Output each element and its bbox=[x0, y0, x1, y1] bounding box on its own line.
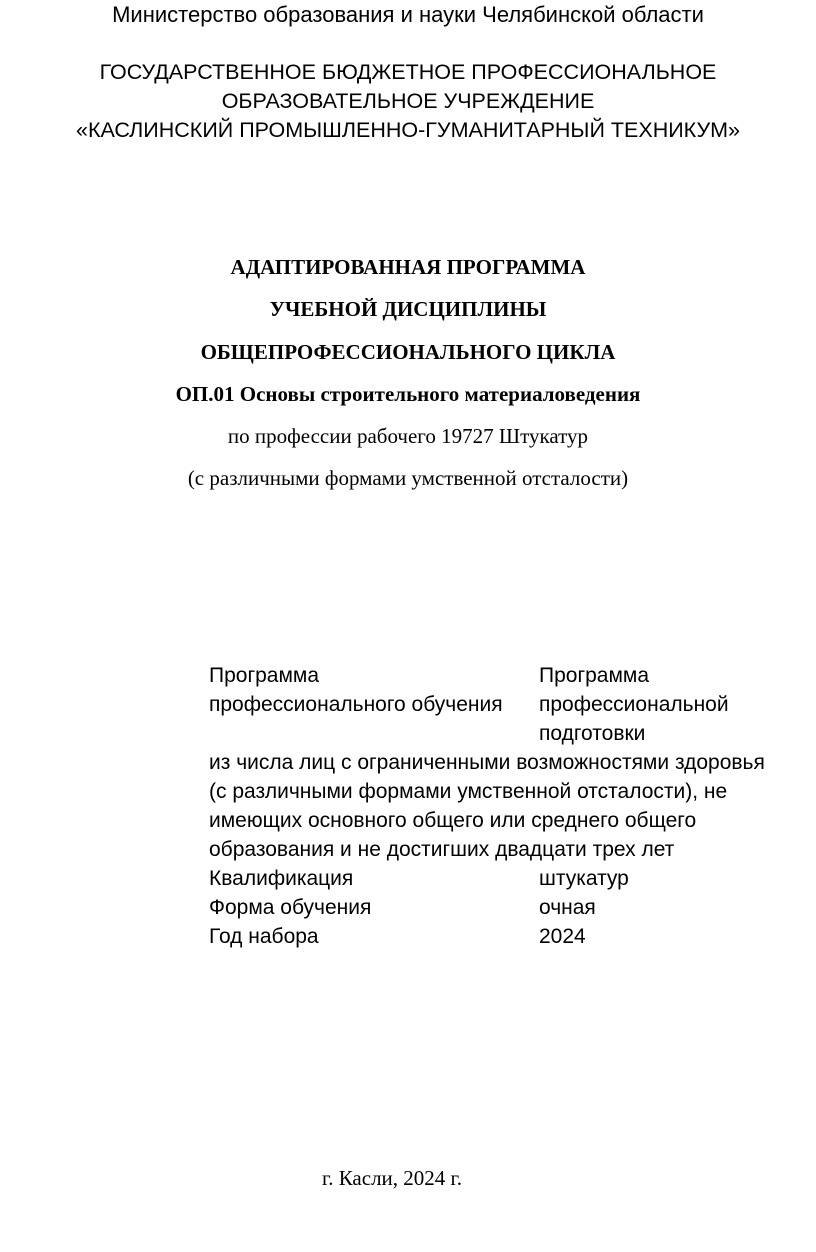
title-line-1: АДАПТИРОВАННАЯ ПРОГРАММА bbox=[230, 255, 586, 279]
profession-line: по профессии рабочего 19727 Штукатур bbox=[227, 424, 589, 448]
discipline-title: ОП.01 Основы строительного материаловедения bbox=[175, 382, 641, 406]
ministry-name: Министерство образования и науки Челябинской области bbox=[112, 2, 704, 27]
title-line-2: УЧЕБНОЙ ДИСЦИПЛИНЫ bbox=[269, 297, 547, 321]
program-value-line-1: Программа bbox=[539, 664, 650, 687]
program-label bbox=[209, 661, 539, 748]
title-line-3: ОБЩЕПРОФЕССИОНАЛЬНОГО ЦИКЛА bbox=[200, 340, 616, 364]
program-value bbox=[539, 661, 809, 748]
program-row bbox=[209, 661, 809, 748]
target-line-4: образования и не достигших двадцати трех лет bbox=[209, 838, 675, 861]
institution-name bbox=[0, 58, 816, 145]
institution-line-3: «КАСЛИНСКИЙ ПРОМЫШЛЕННО-ГУМАНИТАРНЫЙ ТЕХНИКУМ» bbox=[76, 118, 740, 142]
qualification-label: Квалификация bbox=[209, 867, 354, 890]
target-line-3: имеющих основного общего или среднего общего bbox=[209, 809, 697, 832]
institution-line-1: ГОСУДАРСТВЕННОЕ БЮДЖЕТНОЕ ПРОФЕССИОНАЛЬНОЕ bbox=[99, 60, 717, 84]
study-form-row bbox=[209, 893, 809, 922]
qualification-row bbox=[209, 864, 809, 893]
program-value-line-2: профессиональной bbox=[539, 693, 729, 716]
study-form-label: Форма обучения bbox=[209, 896, 372, 919]
target-line-2: (с различными формами умственной отсталости), не bbox=[209, 780, 728, 803]
program-value-line-3: подготовки bbox=[539, 722, 646, 745]
city-year: г. Касли, 2024 г. bbox=[321, 1166, 463, 1190]
qualification-value: штукатур bbox=[539, 867, 629, 890]
program-info-block bbox=[209, 661, 809, 951]
program-label-line-1: Программа bbox=[209, 664, 320, 687]
target-line-1: из числа лиц с ограниченными возможностями здоровья bbox=[209, 751, 765, 774]
program-label-line-2: профессионального обучения bbox=[209, 693, 503, 716]
enrollment-year-row bbox=[209, 922, 809, 951]
study-form-value: очная bbox=[539, 896, 596, 919]
enrollment-year-label: Год набора bbox=[209, 925, 319, 948]
enrollment-year-value: 2024 bbox=[539, 925, 586, 948]
institution-line-2: ОБРАЗОВАТЕЛЬНОЕ УЧРЕЖДЕНИЕ bbox=[221, 89, 595, 113]
audience-line: (с различными формами умственной отсталости) bbox=[187, 466, 629, 490]
